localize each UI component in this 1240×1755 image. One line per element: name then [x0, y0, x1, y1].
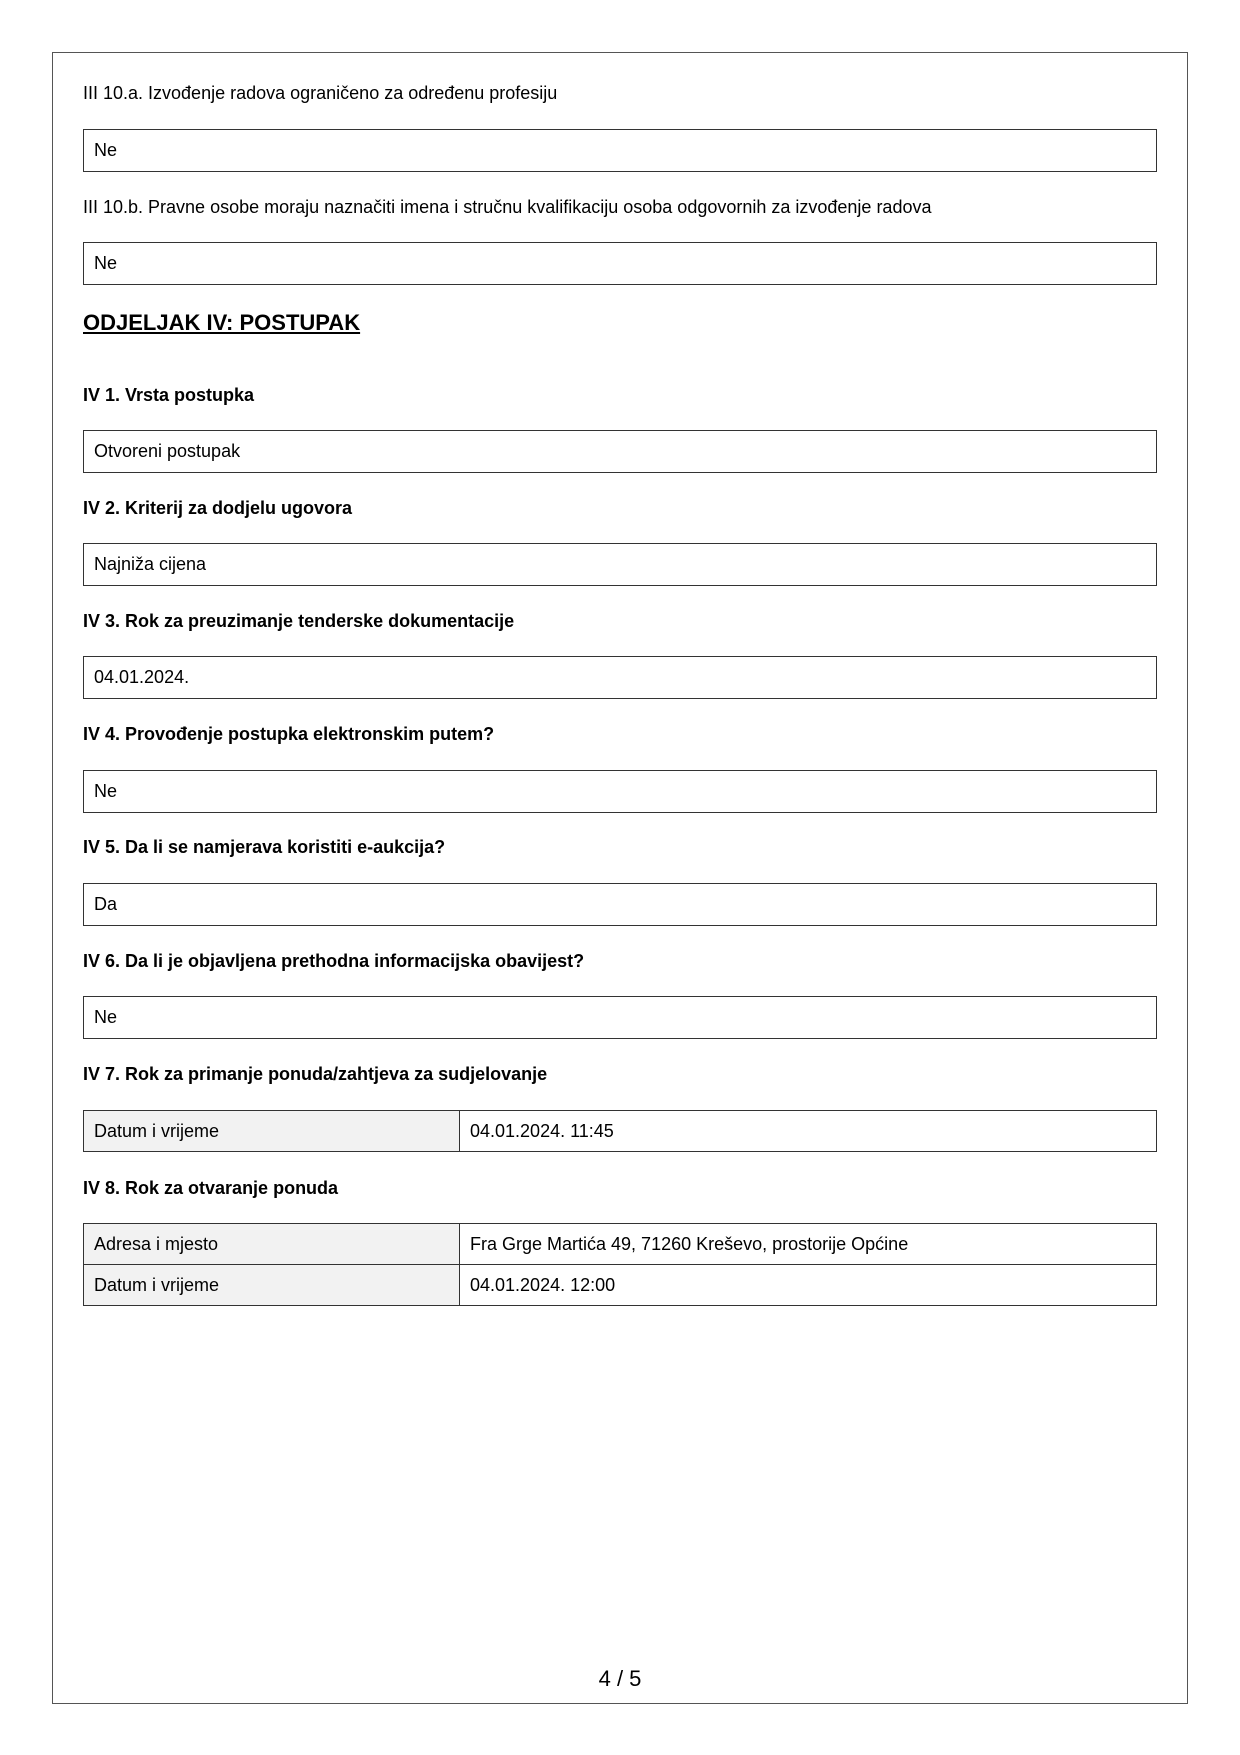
- iv-3-label: IV 3. Rok za preuzimanje tenderske dokumentacije: [83, 611, 515, 631]
- iv-6-value: Ne: [83, 996, 1157, 1039]
- iv-5-label: IV 5. Da li se namjerava koristiti e-aukcija?: [83, 837, 446, 857]
- iv-1-label: IV 1. Vrsta postupka: [83, 385, 255, 405]
- iv-8-table: [83, 1223, 1157, 1306]
- iv-8-key-adresa: Adresa i mjesto: [84, 1224, 460, 1265]
- table-row: [84, 1265, 1157, 1306]
- iv-8-value-adresa: Fra Grge Martića 49, 71260 Kreševo, prostorije Općine: [460, 1224, 1157, 1265]
- iv-2-value: Najniža cijena: [83, 543, 1157, 586]
- iv-3-value: 04.01.2024.: [83, 656, 1157, 699]
- table-row: [84, 1111, 1157, 1152]
- iv-8-value-datum: 04.01.2024. 12:00: [460, 1265, 1157, 1306]
- iv-4-label: IV 4. Provođenje postupka elektronskim putem?: [83, 724, 495, 744]
- iv-2-label: IV 2. Kriterij za dodjelu ugovora: [83, 498, 353, 518]
- iv-1-value: Otvoreni postupak: [83, 430, 1157, 473]
- section-iv-heading: ODJELJAK IV: POSTUPAK: [83, 310, 361, 335]
- table-row: [84, 1224, 1157, 1265]
- page-frame: [52, 52, 1188, 1704]
- iii-10a-label: III 10.a. Izvođenje radova ograničeno za određenu profesiju: [83, 83, 558, 103]
- iii-10a-value: Ne: [83, 129, 1157, 172]
- iv-8-key-datum: Datum i vrijeme: [84, 1265, 460, 1306]
- iv-6-label: IV 6. Da li je objavljena prethodna informacijska obavijest?: [83, 951, 585, 971]
- iv-7-label: IV 7. Rok za primanje ponuda/zahtjeva za sudjelovanje: [83, 1064, 548, 1084]
- iii-10b-value: Ne: [83, 242, 1157, 285]
- iv-7-table: [83, 1110, 1157, 1152]
- iv-5-value: Da: [83, 883, 1157, 926]
- iv-7-value-datum: 04.01.2024. 11:45: [460, 1111, 1157, 1152]
- iv-8-label: IV 8. Rok za otvaranje ponuda: [83, 1178, 339, 1198]
- iii-10b-label: III 10.b. Pravne osobe moraju naznačiti imena i stručnu kvalifikaciju osoba odgovornih za izvođenje radova: [83, 197, 932, 217]
- iv-7-key-datum: Datum i vrijeme: [84, 1111, 460, 1152]
- iv-4-value: Ne: [83, 770, 1157, 813]
- page-number: 4 / 5: [598, 1666, 642, 1691]
